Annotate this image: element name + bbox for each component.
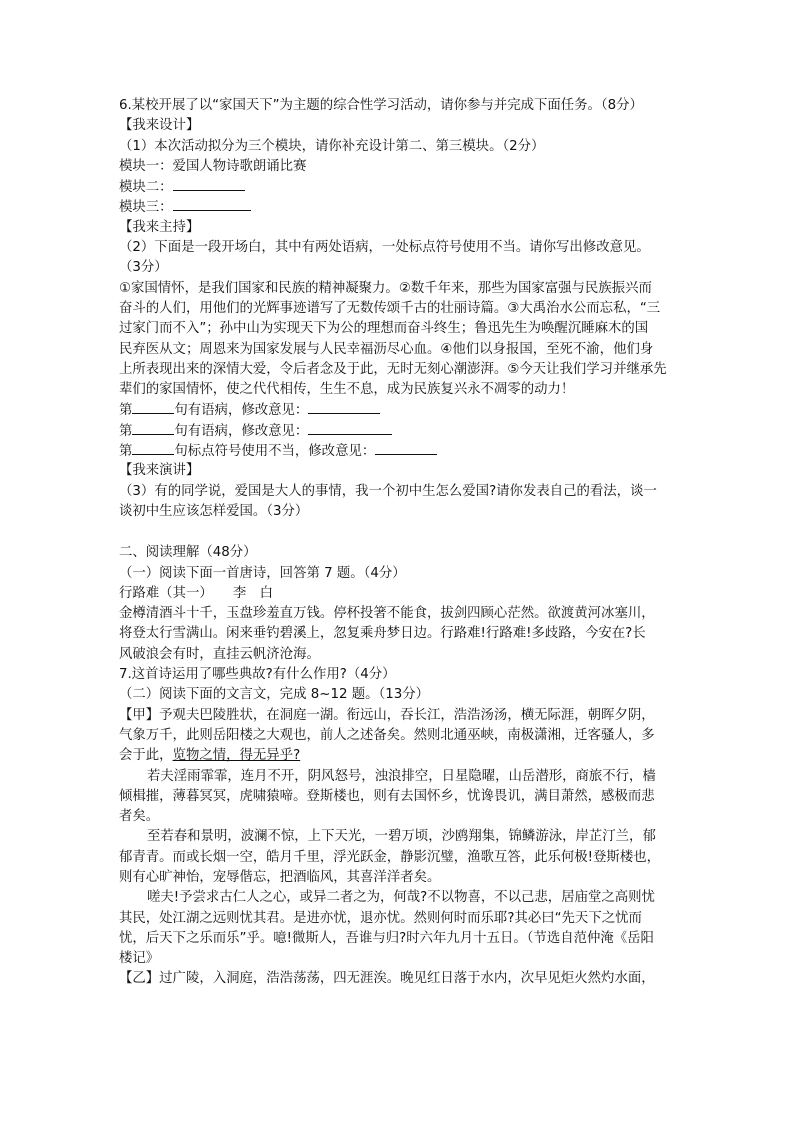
exam-page [119, 96, 679, 990]
answer-line-2 [119, 421, 679, 441]
module-3-answer-blank[interactable] [173, 197, 251, 211]
sentence-number-blank[interactable] [132, 441, 174, 455]
part-3-prompt-cont: 谈初中生应该怎样爱国。（3分） [119, 503, 309, 519]
paragraph-line: 嗟夫!予尝求古仁人之心，或异二者之为，何哉?不以物喜，不以己悲，居庙堂之高则忧 [147, 890, 655, 906]
paragraph-line: 倾楫摧，薄暮冥冥，虎啸猿啼。登斯楼也，则有去国怀乡，忧谗畏讥，满目萧然，感极而悲 [119, 788, 655, 804]
answer-prefix: 第 [119, 444, 133, 460]
part-1-prompt: （1）本次活动拟分为三个模块，请你补充设计第二、第三模块。（2分） [119, 138, 545, 154]
module-3-label: 模块三： [119, 200, 173, 216]
paragraph-line: 则有心旷神怡，宠辱偕忘，把酒临风，其喜洋洋者矣。 [119, 869, 441, 885]
design-heading: 【我来设计】 [119, 118, 200, 134]
module-1: 模块一：爱国人物诗歌朗诵比赛 [119, 158, 307, 174]
answer-suffix: 句标点符号使用不当，修改意见： [174, 444, 376, 460]
text-jia-line [119, 746, 679, 766]
paragraph-line: 其民，处江湖之远则忧其君。是进亦忧，退亦忧。然则何时而乐耶?其必曰“先天下之忧而 [119, 910, 642, 926]
subsection-1-title: （一）阅读下面一首唐诗，回答第 7 题。（4分） [119, 565, 406, 581]
text-yi-line: 【乙】过广陵，入洞庭，浩浩荡荡，四无涯涘。晚见红日落于水内，次早见炬火然灼水面， [119, 971, 655, 987]
question-6-stem: 6.某校开展了以“家国天下”为主题的综合性学习活动，请你参与并完成下面任务。（8分） [119, 98, 643, 113]
answer-prefix: 第 [119, 423, 133, 439]
revision-blank[interactable] [375, 441, 437, 455]
module-3-line [119, 197, 679, 217]
poem-title: 行路难（其一） 李 白 [119, 585, 273, 601]
passage-line: ①家国情怀，是我们国家和民族的精神凝聚力。②数千年来，那些为国家富强与民族振兴而 [119, 280, 652, 296]
module-2-line [119, 177, 679, 197]
passage-line: 奋斗的人们，用他们的光辉事迹谱写了无数传颂千古的壮丽诗篇。③大禹治水公而忘私，“三 [119, 300, 661, 316]
sentence-number-blank[interactable] [132, 421, 174, 435]
paragraph-line: 忧，后天下之乐而乐”乎。噫!微斯人，吾谁与归?时六年九月十五日。（节选自范仲淹《岳阳 [119, 930, 654, 946]
revision-blank[interactable] [308, 400, 380, 414]
part-2-prompt: （2）下面是一段开场白，其中有两处语病，一处标点符号使用不当。请你写出修改意见。 [119, 240, 650, 256]
module-2-answer-blank[interactable] [173, 177, 245, 191]
answer-suffix: 句有语病，修改意见： [174, 423, 309, 439]
text-jia-line: 【甲】予观夫巴陵胜状，在洞庭一湖。衔远山，吞长江，浩浩汤汤，横无际涯，朝晖夕阴， [119, 707, 655, 723]
part-3-prompt: （3）有的同学说，爱国是大人的事情，我一个初中生怎么爱国?请你发表自己的看法，谈一 [119, 483, 657, 499]
passage-line: 辈们的家国情怀，使之代代相传，生生不息，成为民族复兴永不凋零的动力！ [119, 382, 575, 398]
paragraph-line: 若夫淫雨霏霏，连月不开，阴风怒号，浊浪排空，日星隐曜，山岳潜形，商旅不行，樯 [147, 768, 656, 784]
answer-prefix: 第 [119, 403, 133, 419]
subsection-2-title: （二）阅读下面的文言文，完成 8~12 题。（13分） [119, 687, 430, 703]
part-2-score: （3分） [119, 260, 168, 276]
speech-heading: 【我来演讲】 [119, 463, 200, 479]
text-jia-line: 气象万千，此则岳阳楼之大观也，前人之述备矣。然则北通巫峡，南极潇湘，迁客骚人，多 [119, 727, 655, 743]
host-heading: 【我来主持】 [119, 219, 200, 235]
spacer [119, 522, 679, 543]
answer-line-1 [119, 400, 679, 420]
sentence-number-blank[interactable] [132, 400, 174, 414]
paragraph-line: 楼记》 [119, 951, 160, 967]
module-2-label: 模块二： [119, 180, 173, 196]
poem-line: 金樽清酒斗十千，玉盘珍羞直万钱。停杯投箸不能食，拔剑四顾心茫然。欲渡黄河冰塞川， [119, 606, 655, 622]
paragraph-line: 郁青青。而或长烟一空，皓月千里，浮光跃金，静影沉璧，渔歌互答，此乐何极!登斯楼也， [119, 849, 660, 865]
paragraph-line: 者矣。 [119, 809, 160, 825]
poem-line: 将登太行雪满山。闲来垂钓碧溪上，忽复乘舟梦日边。行路难!行路难!多歧路，今安在?长 [119, 626, 646, 642]
text-jia-plain: 会于此， [119, 748, 173, 764]
passage-line: 上所表现出来的深情大爱，令后者念及于此，无时无刻心潮澎湃。⑤今天让我们学习并继承先 [119, 361, 667, 377]
paragraph-line: 至若春和景明，波澜不惊，上下天光，一碧万顷，沙鸥翔集，锦鳞游泳，岸芷汀兰，郁 [147, 829, 656, 845]
answer-line-3 [119, 441, 679, 461]
revision-blank[interactable] [308, 421, 392, 435]
passage-line: 过家门而不入”；孙中山为实现天下为公的理想而奋斗终生；鲁迅先生为唤醒沉睡麻木的国 [119, 321, 649, 337]
underlined-sentence: 览物之情，得无异乎? [172, 748, 301, 764]
passage-line: 民弃医从文；周恩来为国家发展与人民幸福沥尽心血。④他们以身报国，至死不渝，他们身 [119, 341, 654, 357]
section-2-title: 二、阅读理解（48分） [119, 545, 257, 561]
poem-line: 风破浪会有时，直挂云帆济沧海。 [119, 646, 320, 662]
answer-suffix: 句有语病，修改意见： [174, 403, 309, 419]
question-7: 7.这首诗运用了哪些典故?有什么作用?（4分） [119, 667, 396, 683]
